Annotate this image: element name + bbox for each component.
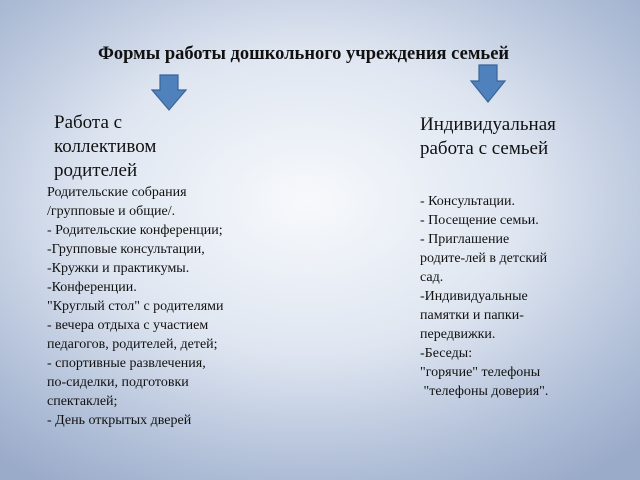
left-heading-line: Работа с [54, 112, 123, 133]
left-heading-line: коллективом [54, 136, 157, 157]
list-item: памятки и папки- [420, 308, 524, 323]
slide-title: Формы работы дошкольного учреждения семьей [98, 44, 510, 64]
list-item: педагогов, родителей, детей; [47, 337, 218, 352]
right-column-heading [420, 113, 556, 161]
list-item: -Кружки и практикумы. [47, 261, 190, 276]
right-heading-line: Индивидуальная [420, 114, 556, 135]
left-column-list [47, 183, 223, 430]
right-heading-line: работа с семьей [420, 138, 549, 159]
left-down-arrow-icon [150, 74, 188, 112]
list-item: "телефоны доверия". [420, 384, 549, 399]
list-item: передвижки. [420, 327, 496, 342]
list-item: -Беседы: [420, 346, 473, 361]
list-item: сад. [420, 270, 444, 285]
list-item: спектаклей; [47, 394, 118, 409]
list-item: -Индивидуальные [420, 289, 528, 304]
list-item: - Посещение семьи. [420, 213, 539, 228]
list-item: "Круглый стол" с родителями [47, 299, 224, 314]
list-item: родите-лей в детский [420, 251, 548, 266]
list-item: - Родительские конференции; [47, 223, 223, 238]
list-item: - Приглашение [420, 232, 510, 247]
list-item: - Консультации. [420, 194, 516, 209]
right-down-arrow-icon [469, 64, 507, 104]
right-column-list [420, 192, 548, 401]
list-item: -Конференции. [47, 280, 137, 295]
list-item: /групповые и общие/. [47, 204, 176, 219]
list-item: "горячие" телефоны [420, 365, 541, 380]
list-item: по-сиделки, подготовки [47, 375, 189, 390]
list-item: - вечера отдыха с участием [47, 318, 209, 333]
list-item: Родительские собрания [47, 185, 187, 200]
list-item: - спортивные развлечения, [47, 356, 206, 371]
left-column-heading [54, 111, 156, 183]
list-item: - День открытых дверей [47, 413, 192, 428]
list-item: -Групповые консультации, [47, 242, 205, 257]
left-heading-line: родителей [54, 160, 138, 181]
